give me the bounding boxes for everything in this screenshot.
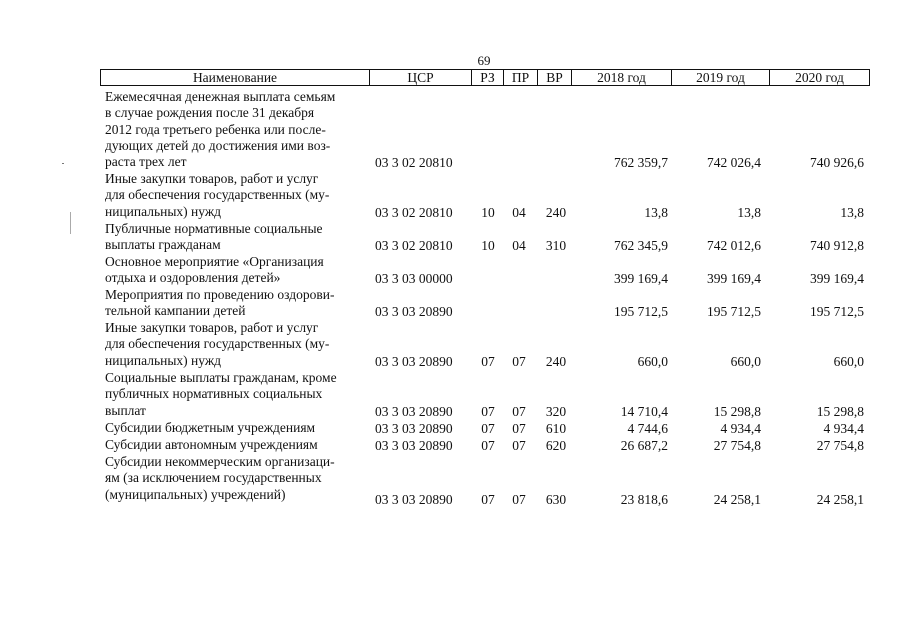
row-name: Субсидии некоммерческим организаци- ям (за исключением государственных (муниципальных) учреждений) xyxy=(105,454,335,502)
row-2019: 742 026,4 xyxy=(707,154,761,170)
table-row xyxy=(0,254,905,287)
row-2020: 24 258,1 xyxy=(816,491,864,507)
row-rz: 07 xyxy=(481,420,495,436)
row-2020: 27 754,8 xyxy=(816,437,864,453)
header-2019: 2019 год xyxy=(671,70,769,85)
row-csr: 03 3 03 20890 xyxy=(375,303,453,319)
row-csr: 03 3 03 20890 xyxy=(375,420,453,436)
row-2018: 14 710,4 xyxy=(620,403,668,419)
row-2020: 399 169,4 xyxy=(810,270,864,286)
row-pr: 04 xyxy=(512,237,526,253)
row-2020: 15 298,8 xyxy=(816,403,864,419)
row-rz: 07 xyxy=(481,491,495,507)
row-2019: 742 012,6 xyxy=(707,237,761,253)
row-csr: 03 3 02 20810 xyxy=(375,237,453,253)
scan-speck xyxy=(62,163,64,164)
row-name: Ежемесячная денежная выплата семьям в случае рождения после 31 декабря 2012 года третьего ребенка или после- дующих детей до достижения ими воз- раста трех лет xyxy=(105,89,336,170)
row-pr: 04 xyxy=(512,204,526,220)
row-vr: 610 xyxy=(545,420,567,436)
row-2020: 13,8 xyxy=(840,204,864,220)
row-csr: 03 3 02 20810 xyxy=(375,154,453,170)
row-pr: 07 xyxy=(512,353,526,369)
row-pr: 07 xyxy=(512,491,526,507)
row-2020: 4 934,4 xyxy=(823,420,864,436)
table-row xyxy=(0,454,905,508)
row-2019: 195 712,5 xyxy=(707,303,761,319)
row-2018: 26 687,2 xyxy=(620,437,668,453)
row-vr: 310 xyxy=(545,237,567,253)
row-pr: 07 xyxy=(512,403,526,419)
table-row xyxy=(0,171,905,221)
row-name: Субсидии бюджетным учреждениям xyxy=(105,420,316,435)
row-rz: 10 xyxy=(481,204,495,220)
row-2019: 4 934,4 xyxy=(720,420,761,436)
row-name: Иные закупки товаров, работ и услуг для обеспечения государственных (му- ниципальных) нужд xyxy=(105,171,330,219)
page-number: 69 xyxy=(477,53,491,68)
header-rz: РЗ xyxy=(471,70,503,85)
row-vr: 320 xyxy=(545,403,567,419)
table-row xyxy=(0,320,905,370)
row-2018: 23 818,6 xyxy=(620,491,668,507)
row-name: Мероприятия по проведению оздорови- тельной кампании детей xyxy=(105,287,335,319)
row-2018: 762 345,9 xyxy=(614,237,668,253)
table-row xyxy=(0,221,905,254)
header-csr: ЦСР xyxy=(369,70,471,85)
row-vr: 620 xyxy=(545,437,567,453)
row-csr: 03 3 03 20890 xyxy=(375,491,453,507)
table-row xyxy=(0,89,905,171)
row-name: Публичные нормативные социальные выплаты гражданам xyxy=(105,221,323,253)
table-row xyxy=(0,370,905,420)
row-2020: 660,0 xyxy=(833,353,864,369)
scan-speck xyxy=(70,212,71,234)
row-name: Социальные выплаты гражданам, кроме публичных нормативных социальных выплат xyxy=(105,370,337,418)
row-2019: 15 298,8 xyxy=(713,403,761,419)
row-2018: 660,0 xyxy=(637,353,668,369)
row-vr: 630 xyxy=(545,491,567,507)
row-rz: 07 xyxy=(481,437,495,453)
row-2020: 195 712,5 xyxy=(810,303,864,319)
table-header xyxy=(100,69,870,86)
row-2018: 13,8 xyxy=(644,204,668,220)
row-2019: 660,0 xyxy=(730,353,761,369)
header-vr: ВР xyxy=(537,70,571,85)
row-name: Иные закупки товаров, работ и услуг для обеспечения государственных (му- ниципальных) нужд xyxy=(105,320,330,368)
row-vr: 240 xyxy=(545,353,567,369)
row-2018: 399 169,4 xyxy=(614,270,668,286)
header-name: Наименование xyxy=(192,70,278,85)
row-2018: 762 359,7 xyxy=(614,154,668,170)
row-pr: 07 xyxy=(512,420,526,436)
row-2019: 27 754,8 xyxy=(713,437,761,453)
row-rz: 07 xyxy=(481,403,495,419)
table-row xyxy=(0,287,905,320)
header-2020: 2020 год xyxy=(769,70,869,85)
row-csr: 03 3 02 20810 xyxy=(375,204,453,220)
row-2018: 195 712,5 xyxy=(614,303,668,319)
row-2019: 399 169,4 xyxy=(707,270,761,286)
row-name: Субсидии автономным учреждениям xyxy=(105,437,318,452)
row-2019: 24 258,1 xyxy=(713,491,761,507)
header-pr: ПР xyxy=(503,70,537,85)
row-2020: 740 912,8 xyxy=(810,237,864,253)
row-csr: 03 3 03 00000 xyxy=(375,270,453,286)
row-2020: 740 926,6 xyxy=(810,154,864,170)
row-vr: 240 xyxy=(545,204,567,220)
row-name: Основное мероприятие «Организация отдыха и оздоровления детей» xyxy=(105,254,324,286)
row-2019: 13,8 xyxy=(737,204,761,220)
row-2018: 4 744,6 xyxy=(627,420,668,436)
row-csr: 03 3 03 20890 xyxy=(375,353,453,369)
row-rz: 07 xyxy=(481,353,495,369)
header-2018: 2018 год xyxy=(571,70,671,85)
row-csr: 03 3 03 20890 xyxy=(375,403,453,419)
table-row xyxy=(0,437,905,454)
row-pr: 07 xyxy=(512,437,526,453)
row-rz: 10 xyxy=(481,237,495,253)
row-csr: 03 3 03 20890 xyxy=(375,437,453,453)
table-row xyxy=(0,420,905,437)
